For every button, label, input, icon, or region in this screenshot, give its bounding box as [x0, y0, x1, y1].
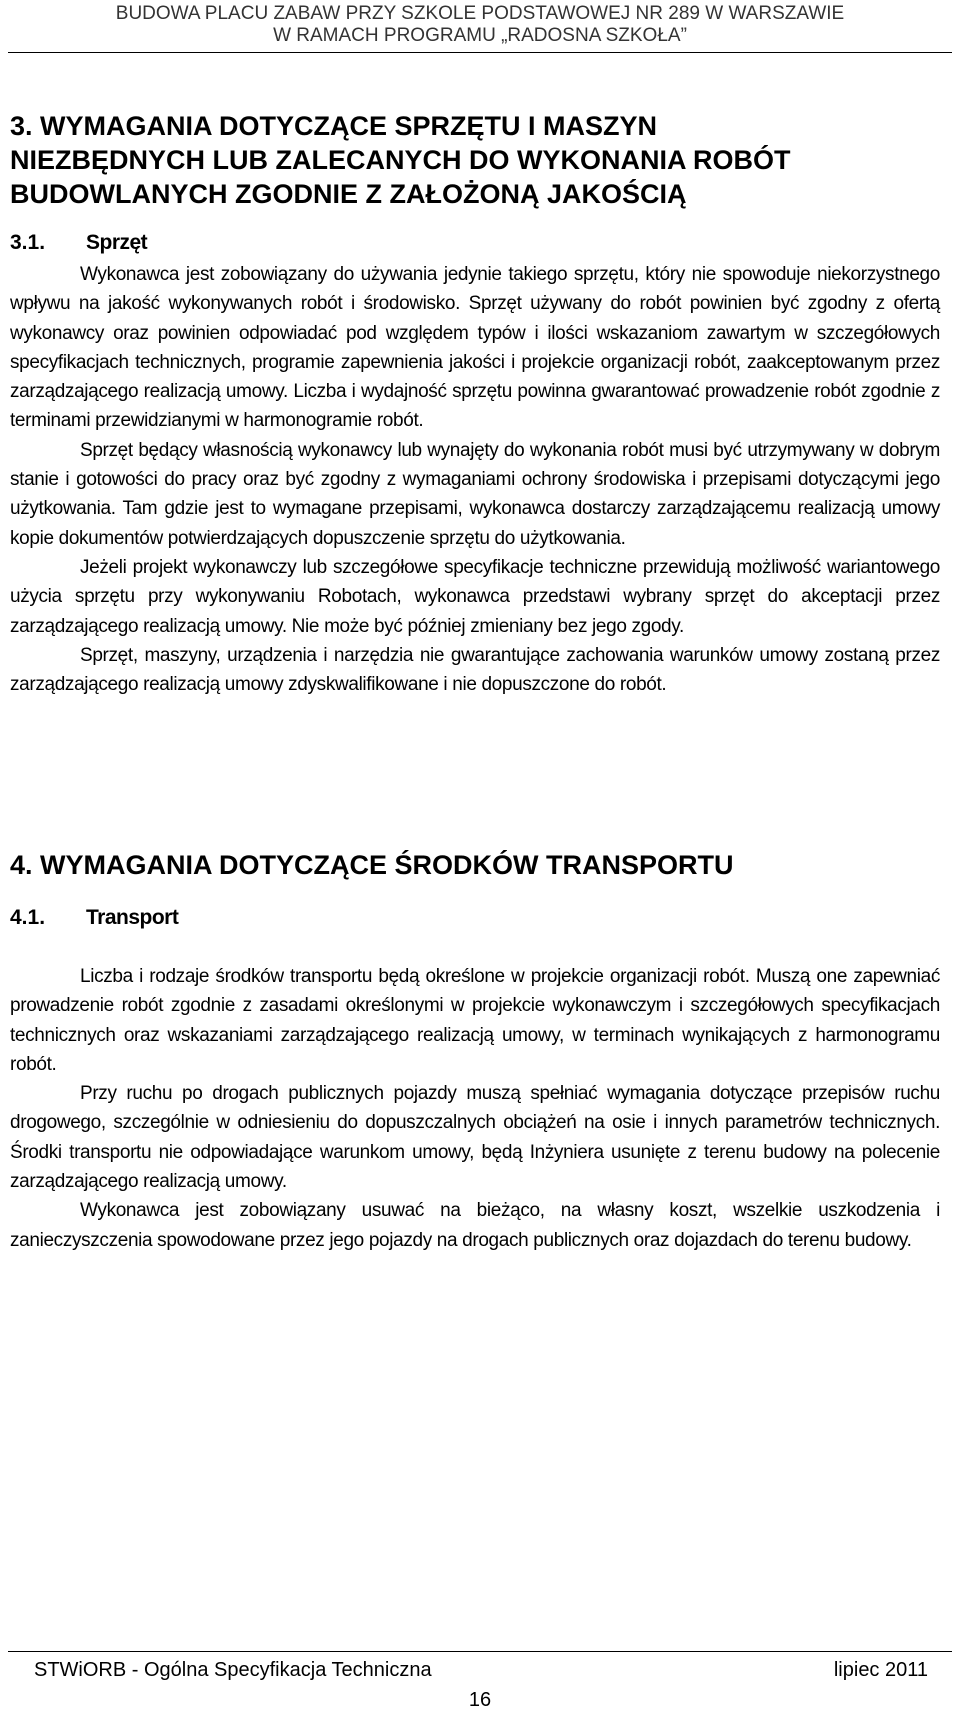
paragraph: Przy ruchu po drogach publicznych pojazdy muszą spełniać wymagania dotyczące przepisów ruchu drogowego, szczególnie w odniesieniu do dopuszczalnych obciążeń na osie i innych parametrów technicznych. Środki transportu nie odpowiadające warunkom umowy, będą Inżyniera usunięte z terenu budowy na polecenie zarządzającego realizacją umowy.: [10, 1083, 940, 1193]
paragraph: Wykonawca jest zobowiązany do używania jedynie takiego sprzętu, który nie spowoduje niekorzystnego wpływu na jakość wykonywanych robót i środowisko. Sprzęt używany do robót powinien być zgodny z ofertą wykonawcy oraz powinien odpowiadać pod względem typów i ilości wskazaniom zawartym w szczegółowych specyfikacjach technicznych, programie zapewnienia jakości i projekcie organizacji robót, zaakceptowanym przez zarządzającego realizacją umowy. Liczba i wydajność sprzętu powinna gwarantować prowadzenie robót zgodnie z terminami przewidzianymi w harmonogramie robót.: [10, 264, 940, 432]
header-divider: [8, 52, 952, 53]
paragraph: Sprzęt będący własnością wykonawcy lub wynajęty do wykonania robót musi być utrzymywany w dobrym stanie i gotowości do pracy oraz być zgodny z wymaganiami ochrony środowiska i przepisami dotyczącymi jego użytkowania. Tam gdzie jest to wymagane przepisami, wykonawca dostarczy zarządzającemu realizacją umowy kopie dokumentów potwierdzających dopuszczenie sprzętu do użytkowania.: [10, 439, 940, 549]
section-3-title-line-3: BUDOWLANYCH ZGODNIE Z ZAŁOŻONĄ JAKOŚCIĄ: [10, 179, 687, 209]
subsection-3-1-body: [10, 260, 940, 699]
subsection-4-1-number: 4.1.: [10, 906, 46, 929]
paragraph: Jeżeli projekt wykonawczy lub szczegółowe specyfikacje techniczne przewidują możliwość wariantowego użycia sprzętu przy wykonywaniu Robotach, wykonawca przedstawi wybrany sprzęt do akceptacji przez zarządzającego realizacją umowy. Nie może być później zmieniany bez jego zgody.: [10, 556, 940, 637]
footer-document-title: STWiORB - Ogólna Specyfikacja Techniczna: [34, 1659, 432, 1681]
paragraph: Sprzęt, maszyny, urządzenia i narzędzia nie gwarantujące zachowania warunków umowy zostaną przez zarządzającego realizacją umowy zdyskwalifikowane i nie dopuszczone do robót.: [10, 644, 940, 696]
paragraph: Wykonawca jest zobowiązany usuwać na bieżąco, na własny koszt, wszelkie uszkodzenia i zanieczyszczenia spowodowane przez jego pojazdy na drogach publicznych oraz dojazdach do terenu budowy.: [10, 1200, 940, 1251]
subsection-4-1-body: [10, 962, 940, 1255]
paragraph: Liczba i rodzaje środków transportu będą określone w projekcie organizacji robót. Muszą one zapewniać prowadzenie robót zgodnie z zasadami określonymi w projekcie wykonawczym i szczegółowych specyfikacjach technicznych oraz wskazaniami zarządzającego realizacją umowy, w terminach wynikających z harmonogramu robót.: [10, 966, 940, 1075]
header-line-2: W RAMACH PROGRAMU „RADOSNA SZKOŁA”: [273, 25, 687, 46]
page-header: [0, 0, 960, 56]
section-3-title-line-2: NIEZBĘDNYCH LUB ZALECANYCH DO WYKONANIA ROBÓT: [10, 145, 791, 175]
header-line-1: BUDOWA PLACU ZABAW PRZY SZKOLE PODSTAWOWEJ NR 289 W WARSZAWIE: [115, 3, 845, 24]
subsection-3-1-number: 3.1.: [10, 231, 46, 254]
section-4-title: 4. WYMAGANIA DOTYCZĄCE ŚRODKÓW TRANSPORTU: [10, 850, 734, 880]
subsection-3-1-heading: [10, 230, 940, 256]
section-3-title: [10, 109, 940, 211]
footer-divider: [8, 1651, 952, 1652]
subsection-4-1-title: Transport: [86, 906, 179, 929]
page-number: 16: [468, 1689, 492, 1711]
section-3-title-line-1: 3. WYMAGANIA DOTYCZĄCE SPRZĘTU I MASZYN: [10, 111, 658, 141]
subsection-4-1-heading: [10, 905, 940, 931]
subsection-3-1-title: Sprzęt: [86, 231, 148, 254]
footer-date: lipiec 2011: [833, 1659, 928, 1681]
